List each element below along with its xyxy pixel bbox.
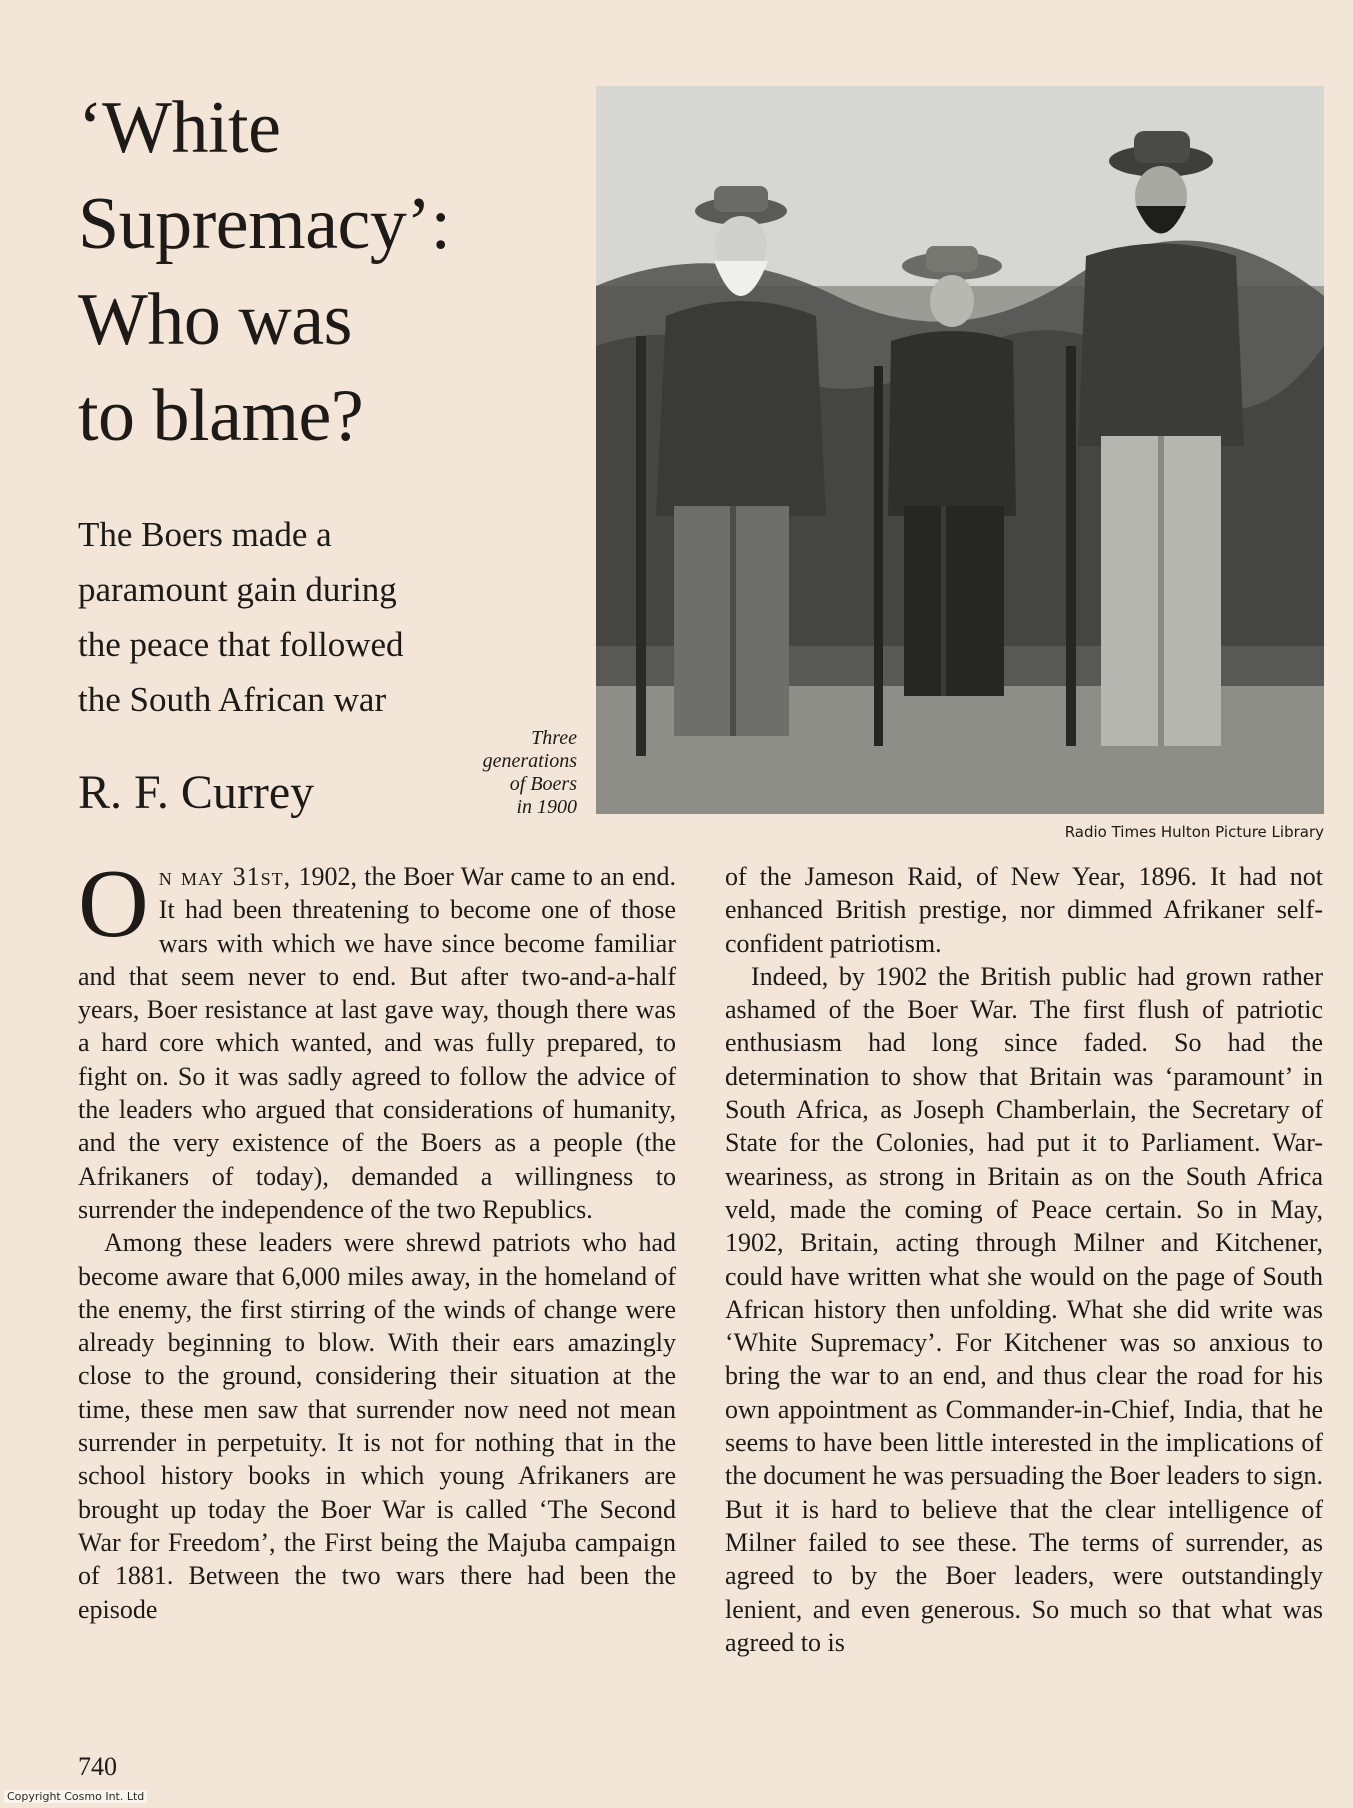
- body-paragraph: of the Jameson Raid, of New Year, 1896. It had not enhanced British prestige, nor dimmed Afrikaner self-confident patriotism.: [725, 862, 1323, 958]
- photo-illustration: [596, 86, 1324, 814]
- drop-cap: O: [78, 850, 149, 958]
- body-column-left: [78, 850, 677, 1626]
- copyright-watermark: Copyright Cosmo Int. Ltd: [4, 1790, 147, 1803]
- body-column-right: [725, 860, 1323, 1659]
- article-subtitle: [78, 507, 518, 727]
- title-line: to blame?: [78, 375, 364, 457]
- subtitle-line: the South African war: [78, 680, 387, 719]
- caption-line: of Boers: [509, 773, 577, 795]
- photo-caption: [430, 727, 577, 819]
- body-paragraph: Among these leaders were shrewd patriots who had become aware that 6,000 miles away, in the homeland of the enemy, the first stirring of the winds of change were already beginning to blow. With their ears amazingly close to the ground, considering their situation at the time, these men saw that surrender now need not mean surrender in perpetuity. It is not for nothing that in the school history books in which young Afrikaners are brought up today the Boer War is called ‘The Second War for Freedom’, the First being the Majuba campaign of 1881. Between the two wars there had been the episode: [78, 1228, 676, 1624]
- caption-line: in 1900: [516, 796, 577, 818]
- subtitle-line: the peace that followed: [78, 625, 404, 664]
- article-title: [78, 80, 548, 464]
- paragraph-text: 1902, the Boer War came to an end. It had been threatening to become one of those wars with which we have since become familiar and that seem never to end. But after two-and-a-half years, Boer resistance at last gave way, though there was a hard core which wanted, and was fully prepared, to fight on. So it was sadly agreed to follow the advice of the leaders who argued that considerations of humanity, and the very existence of the Boers as a people (the Afrikaners of today), demanded a willingness to surrender the independence of the two Republics.: [78, 862, 677, 1224]
- subtitle-line: paramount gain during: [78, 570, 397, 609]
- title-line: Supremacy’:: [78, 183, 451, 265]
- page-number: 740: [78, 1752, 117, 1781]
- title-line: Who was: [78, 279, 352, 361]
- photo-credit: Radio Times Hulton Picture Library: [1064, 823, 1324, 841]
- caption-line: Three: [531, 727, 577, 749]
- title-line: ‘White: [78, 87, 281, 169]
- body-paragraph: [78, 850, 677, 1226]
- author-byline: R. F. Currey: [78, 766, 315, 819]
- lead-in-smallcaps: n may 31st,: [158, 862, 292, 891]
- caption-line: generations: [482, 750, 577, 772]
- subtitle-line: The Boers made a: [78, 515, 332, 554]
- boer-family-photo: [596, 86, 1324, 814]
- body-paragraph: Indeed, by 1902 the British public had grown rather ashamed of the Boer War. The first flush of patriotic enthusiasm had long since faded. So had the determination to show that Britain was ‘paramount’ in South Africa, as Joseph Chamberlain, the Secretary of State for the Colonies, had put it to Parliament. War-weariness, as strong in Britain as on the South Africa veld, made the coming of Peace certain. So in May, 1902, Britain, acting through Milner and Kitchener, could have written what she would on the page of South African history then unfolding. What she did write was ‘White Supremacy’. For Kitchener was so anxious to bring the war to an end, and thus clear the road for his own appointment as Commander-in-Chief, India, that he seems to have been little interested in the implications of the document he was persuading the Boer leaders to sign. But it is hard to believe that the clear intelligence of Milner failed to see these. The terms of surrender, as agreed to by the Boer leaders, were outstandingly lenient, and even generous. So much so that what was agreed to is: [725, 961, 1323, 1657]
